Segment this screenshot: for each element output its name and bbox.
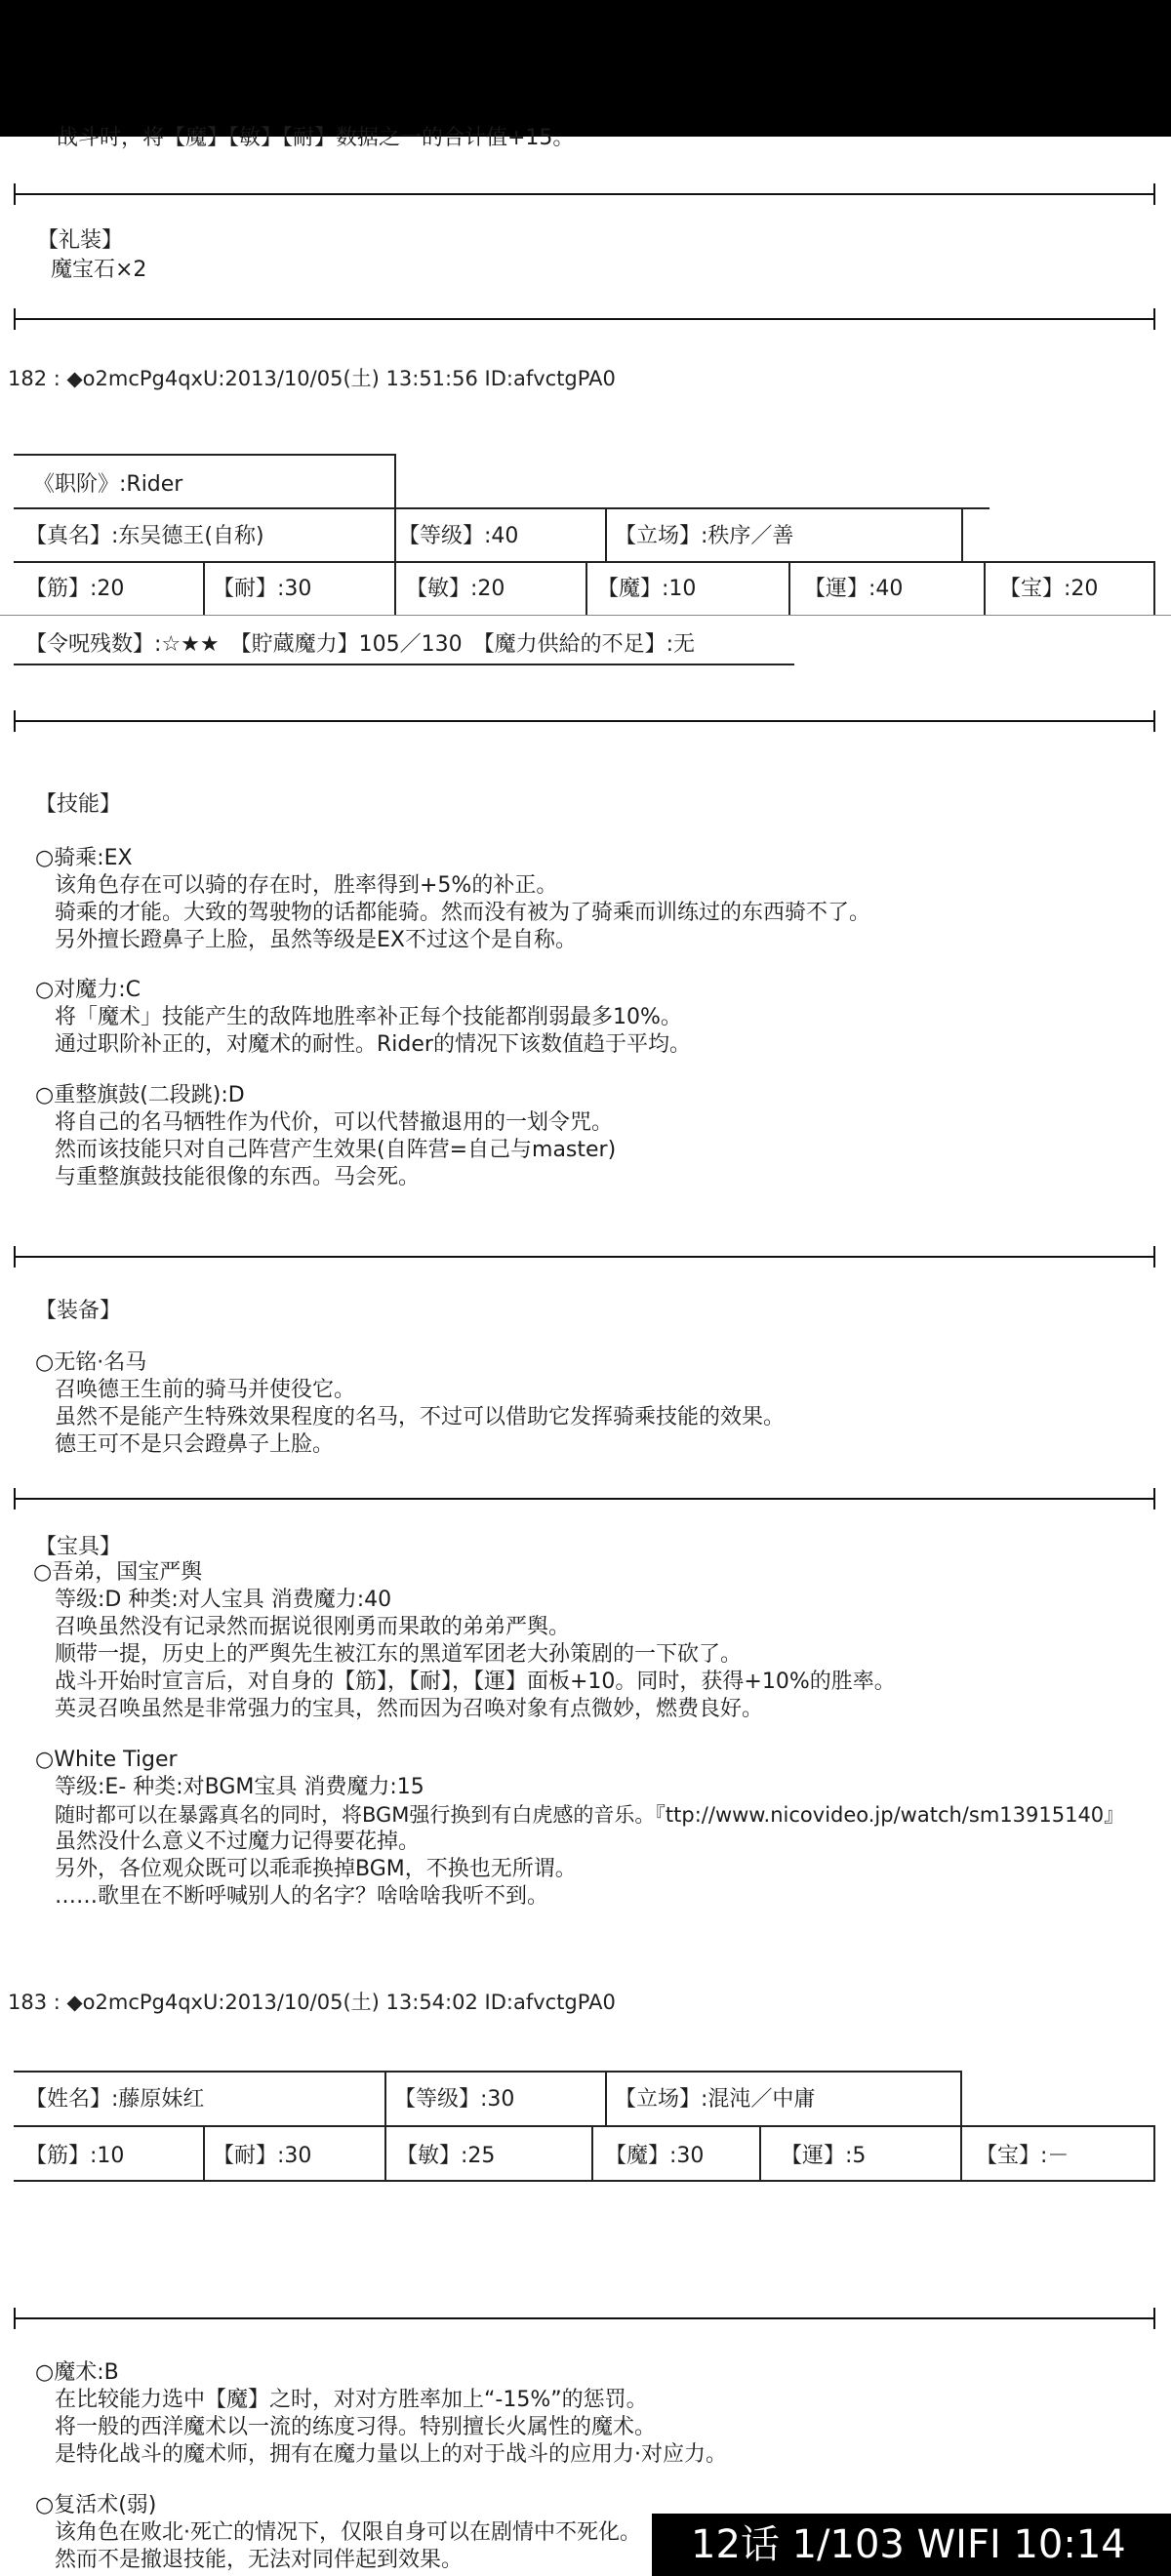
- np-desc: 顺带一提，历史上的严舆先生被江东的黑道军团老大孙策剧的一下砍了。: [55, 1642, 743, 1667]
- equip-desc: 德王可不是只会蹬鼻子上脸。: [55, 1432, 335, 1457]
- level: 【等级】:30: [394, 2087, 515, 2112]
- skill-desc: 将「魔术」技能产生的敌阵地胜率补正每个技能都削弱最多10%。: [55, 1005, 682, 1029]
- stat-np: 【宝】:－: [976, 2144, 1070, 2168]
- table-line: [14, 454, 394, 456]
- reader-status-overlay: 12话 1/103 WIFI 10:14: [652, 2514, 1171, 2576]
- skill-title: ○骑乘:EX: [35, 846, 133, 870]
- skill-desc: 该角色存在可以骑的存在时，胜率得到+5%的补正。: [55, 873, 558, 898]
- stat-str: 【筋】:20: [25, 577, 125, 601]
- partial-text-line: 战斗时，将【魔】【敏】【耐】数据之一的合计值+15。: [57, 126, 575, 150]
- table-line: [384, 2071, 386, 2125]
- table-line: [394, 454, 396, 508]
- skill-desc: 该角色在败北·死亡的情况下，仅限自身可以在剧情中不死化。: [55, 2520, 641, 2545]
- section-heading-equipment: 【礼装】: [37, 228, 124, 253]
- np-desc: 随时都可以在暴露真名的同时，将BGM强行换到有白虎感的音乐。『ttp://www.nicovideo.jp/watch/sm13915140』: [55, 1803, 1125, 1827]
- np-title: ○吾弟，国宝严舆: [33, 1560, 203, 1585]
- divider: [14, 720, 1155, 722]
- np-desc: 等级:D 种类:对人宝具 消费魔力:40: [55, 1588, 392, 1612]
- table-line: [591, 2125, 593, 2180]
- equip-desc: 召唤德王生前的骑马并使役它。: [55, 1378, 356, 1402]
- table-line: [203, 561, 205, 615]
- section-heading-noble-phantasm: 【宝具】: [35, 1535, 122, 1559]
- table-line: [14, 2125, 1155, 2127]
- alignment: 【立场】:混沌／中庸: [615, 2087, 816, 2112]
- np-desc: 英灵召唤虽然是非常强力的宝具，然而因为召唤对象有点微妙，燃费良好。: [55, 1697, 764, 1721]
- post-header: 183 : ◆o2mcPg4qxU:2013/10/05(土) 13:54:02 ID:afvctgPA0: [8, 1991, 616, 2014]
- skill-desc: 是特化战斗的魔术师，拥有在魔力量以上的对于战斗的应用力·对应力。: [55, 2442, 727, 2467]
- table-line: [14, 2071, 960, 2073]
- table-line: [14, 2180, 1155, 2182]
- class-line: 《职阶》:Rider: [33, 472, 183, 497]
- table-line: [394, 561, 396, 615]
- stat-mag: 【魔】:10: [597, 577, 697, 601]
- np-desc: 战斗开始时宣言后，对自身的【筋】，【耐】，【運】面板+10。同时，获得+10%的胜率。: [55, 1670, 896, 1694]
- skill-title: ○重整旗鼓(二段跳):D: [35, 1083, 245, 1107]
- equipment-item: 魔宝石×2: [51, 258, 147, 282]
- np-desc: 等级:E- 种类:对BGM宝具 消费魔力:15: [55, 1775, 424, 1799]
- np-desc: ……歌里在不断呼喊别人的名字？啥啥啥我听不到。: [55, 1884, 549, 1909]
- table-line: [0, 615, 1171, 616]
- section-heading-equipment: 【装备】: [35, 1299, 122, 1323]
- np-desc: 虽然没什么意义不过魔力记得要花掉。: [55, 1830, 421, 1854]
- divider: [14, 1498, 1155, 1500]
- post-header: 182 : ◆o2mcPg4qxU:2013/10/05(土) 13:51:56 ID:afvctgPA0: [8, 367, 616, 390]
- divider: [14, 2317, 1155, 2319]
- equip-title: ○无铭·名马: [35, 1350, 147, 1375]
- alignment: 【立场】:秩序／善: [615, 524, 794, 548]
- stat-luck: 【運】:5: [781, 2144, 867, 2168]
- stat-agi: 【敏】:20: [406, 577, 505, 601]
- true-name: 【姓名】:藤原妹红: [25, 2087, 205, 2112]
- table-line: [960, 2125, 962, 2180]
- top-black-bar: [0, 0, 1171, 137]
- table-line: [1153, 2125, 1155, 2180]
- table-line: [384, 2125, 386, 2180]
- divider: [14, 1256, 1155, 1258]
- divider: [14, 318, 1155, 320]
- skill-desc: 将自己的名马牺牲作为代价，可以代替撤退用的一划令咒。: [55, 1110, 614, 1135]
- table-line: [394, 507, 396, 562]
- skill-desc: 骑乘的才能。大致的驾驶物的话都能骑。然而没有被为了骑乘而训练过的东西骑不了。: [55, 901, 871, 925]
- np-title: ○White Tiger: [35, 1748, 178, 1772]
- np-desc: 另外，各位观众既可以乖乖换掉BGM，不换也无所谓。: [55, 1857, 577, 1881]
- stat-str: 【筋】:10: [25, 2144, 125, 2168]
- table-line: [14, 664, 794, 665]
- skill-title: ○魔术:B: [35, 2360, 119, 2385]
- skill-desc: 通过职阶补正的，对魔术的耐性。Rider的情况下该数值趋于平均。: [55, 1032, 691, 1057]
- skill-desc: 将一般的西洋魔术以一流的练度习得。特别擅长火属性的魔术。: [55, 2415, 657, 2439]
- table-line: [961, 507, 963, 562]
- table-line: [203, 2125, 205, 2180]
- stat-end: 【耐】:30: [213, 2144, 312, 2168]
- stat-luck: 【運】:40: [804, 577, 904, 601]
- section-heading-skills: 【技能】: [35, 792, 122, 817]
- stat-np: 【宝】:20: [999, 577, 1099, 601]
- true-name: 【真名】:东吴德王(自称): [25, 524, 264, 548]
- table-line: [759, 2125, 761, 2180]
- table-line: [586, 561, 587, 615]
- stat-mag: 【魔】:30: [605, 2144, 705, 2168]
- table-line: [605, 2071, 607, 2125]
- table-line: [984, 561, 986, 615]
- equip-desc: 虽然不是能产生特殊效果程度的名马，不过可以借助它发挥骑乘技能的效果。: [55, 1405, 786, 1429]
- skill-desc: 在比较能力选中【魔】之时，对对方胜率加上“-15%”的惩罚。: [55, 2388, 648, 2412]
- skill-desc: 另外擅长蹬鼻子上脸，虽然等级是EX不过这个是自称。: [55, 928, 577, 952]
- table-line: [605, 507, 607, 562]
- skill-title: ○对魔力:C: [35, 978, 141, 1002]
- level: 【等级】:40: [398, 524, 519, 548]
- skill-title: ○复活术(弱): [35, 2493, 157, 2517]
- skill-desc: 与重整旗鼓技能很像的东西。马会死。: [55, 1165, 421, 1189]
- table-line: [14, 507, 989, 509]
- table-line: [1153, 561, 1155, 615]
- divider: [14, 193, 1155, 195]
- np-desc: 召唤虽然没有记录然而据说很刚勇而果敢的弟弟严舆。: [55, 1615, 571, 1639]
- resources-line: 【令呪残数】:☆★★ 【貯蔵魔力】105／130 【魔力供給的不足】:无: [25, 632, 695, 657]
- table-line: [788, 561, 790, 615]
- skill-desc: 然而不是撤退技能，无法对同伴起到效果。: [55, 2548, 464, 2572]
- table-line: [960, 2071, 962, 2125]
- stat-end: 【耐】:30: [213, 577, 312, 601]
- skill-desc: 然而该技能只对自己阵营产生效果(自阵营=自己与master): [55, 1138, 617, 1162]
- stat-agi: 【敏】:25: [396, 2144, 496, 2168]
